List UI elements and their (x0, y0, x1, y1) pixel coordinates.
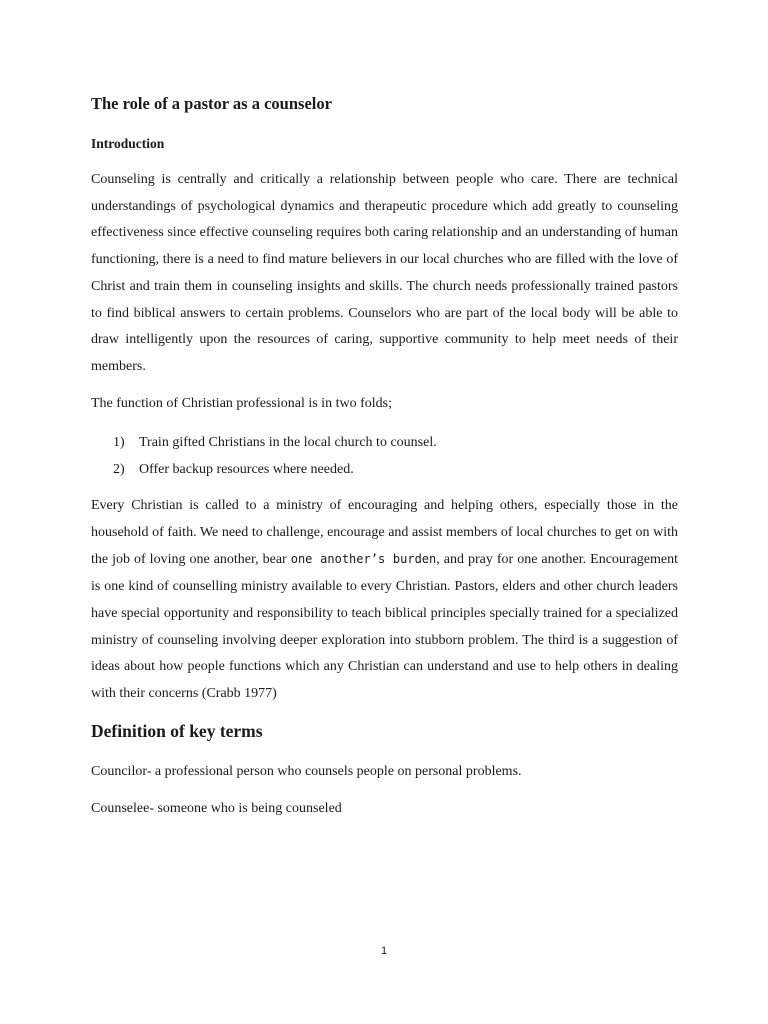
definition-counselee: Counselee- someone who is being counseled (91, 801, 342, 816)
list-item-text: Train gifted Christians in the local church to counsel. (139, 435, 437, 450)
introduction-heading: Introduction (91, 136, 165, 151)
definitions-heading: Definition of key terms (91, 721, 263, 741)
document-title: The role of a pastor as a counselor (91, 94, 332, 113)
definition-councilor: Councilor- a professional person who counsels people on personal problems. (91, 764, 522, 779)
function-statement: The function of Christian professional is in two folds; (91, 396, 392, 411)
ministry-paragraph-mono-phrase: one another’s burden (290, 552, 437, 567)
list-item (113, 456, 437, 483)
introduction-paragraph: Counseling is centrally and critically a relationship between people who care. There are technical understandings of psychological dynamics and therapeutic procedure which add greatly to counseling effectiveness since effective counseling requires both caring relationship and an understanding of human functioning, there is a need to find mature believers in our local churches who are filled with the love of Christ and train them in counseling insights and skills. The church needs professionally trained pastors to find biblical answers to certain problems. Counselors who are part of the local body will be able to draw intelligently upon the resources of caring, supportive community to help meet needs of their members. (91, 172, 678, 374)
list-item-text: Offer backup resources where needed. (139, 462, 354, 477)
ministry-paragraph-part1: Every Christian is called to a ministry of encouraging and helping others, especially those in the household of faith. We need to challenge, encourage and assist members of local churches to get on with the job of loving one another, bear (91, 498, 678, 568)
list-item (113, 429, 437, 456)
list-item-number: 1) (113, 435, 125, 450)
ministry-paragraph-part2: , and pray for one another. Encouragement is one kind of counselling ministry available to every Christian. Pastors, elders and other church leaders have special opportunity and responsibility to teach biblical principles specially trained for a specialized ministry of counseling involving deeper exploration into stubborn problem. The third is a suggestion of ideas about how people functions which any Christian can understand and use to help others in dealing with their concerns (Crabb 1977) (91, 552, 678, 701)
functions-list (113, 429, 437, 483)
ministry-paragraph (91, 493, 678, 708)
list-item-number: 2) (113, 462, 125, 477)
page-number: 1 (380, 945, 388, 957)
